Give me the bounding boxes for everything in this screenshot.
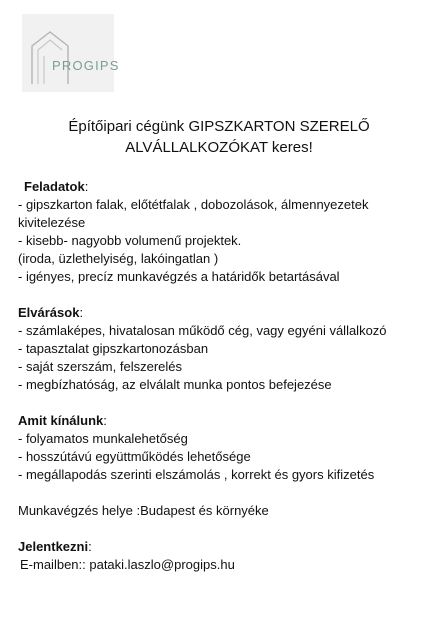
offer-title-text: Amit kínálunk <box>18 413 104 428</box>
requirements-title <box>18 304 428 322</box>
offer-title-colon: : <box>103 413 107 428</box>
apply-title-colon: : <box>88 539 92 554</box>
offer-item: - hosszútávú együttműködés lehetősége <box>18 449 251 464</box>
tasks-item: - igényes, precíz munkavégzés a határidők betartásával <box>18 269 340 284</box>
offer-item: - megállapodás szerinti elszámolás , korrekt és gyors kifizetés <box>18 467 375 482</box>
logo-wordmark: PROGIPS <box>52 58 120 73</box>
tasks-title <box>18 178 428 196</box>
offer-section <box>18 412 428 484</box>
headline-line-2: ALVÁLLALKOZÓKAT keres! <box>125 139 313 156</box>
tasks-title-text: Feladatok <box>24 179 85 194</box>
requirements-item: - tapasztalat gipszkartonozásban <box>18 341 209 356</box>
work-location: Munkavégzés helye :Budapest és környéke <box>18 503 269 518</box>
offer-title <box>18 412 428 430</box>
apply-email: E-mailben:: pataki.laszlo@progips.hu <box>20 557 235 572</box>
tasks-item: (iroda, üzlethelyiség, lakóingatlan ) <box>18 251 219 266</box>
job-ad-body <box>18 178 428 574</box>
apply-title-text: Jelentkezni <box>18 539 89 554</box>
apply-section <box>18 538 428 574</box>
tasks-item: - kisebb- nagyobb volumenű projektek. <box>18 233 242 248</box>
requirements-item: - saját szerszám, felszerelés <box>18 359 182 374</box>
requirements-title-text: Elvárások <box>18 305 80 320</box>
job-headline <box>0 116 438 158</box>
tasks-item: - gipszkarton falak, előtétfalak , dobozolások, álmennyezetek <box>18 197 369 212</box>
offer-item: - folyamatos munkalehetőség <box>18 431 188 446</box>
requirements-item: - számlaképes, hivatalosan működő cég, vagy egyéni vállalkozó <box>18 323 387 338</box>
house-outline-icon <box>30 28 70 86</box>
company-logo <box>22 14 120 92</box>
tasks-title-colon: : <box>84 179 89 194</box>
requirements-item: - megbízhatóság, az elválalt munka pontos befejezése <box>18 377 332 392</box>
requirements-title-colon: : <box>79 305 84 320</box>
headline-line-1: Építőipari cégünk GIPSZKARTON SZERELŐ <box>68 118 370 135</box>
tasks-item: kivitelezése <box>18 215 86 230</box>
requirements-section <box>18 304 428 394</box>
tasks-section <box>18 178 428 286</box>
apply-title <box>18 538 428 556</box>
